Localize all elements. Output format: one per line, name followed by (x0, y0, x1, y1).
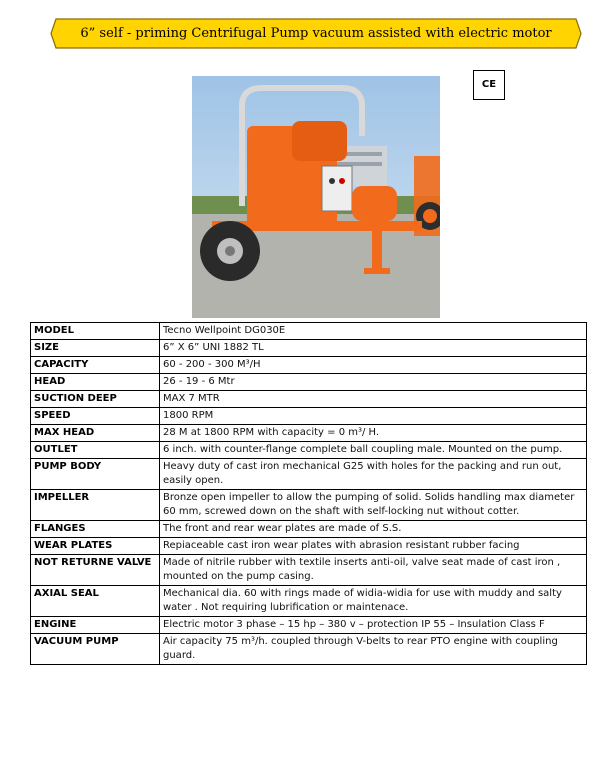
spec-value: Electric motor 3 phase – 15 hp – 380 v – protection IP 55 – Insulation Class F (160, 617, 587, 634)
spec-value: Tecno Wellpoint DG030E (160, 323, 587, 340)
spec-label: SUCTION DEEP (31, 391, 160, 408)
spec-value: 6” X 6” UNI 1882 TL (160, 340, 587, 357)
spec-row (31, 634, 587, 665)
spec-row (31, 391, 587, 408)
spec-row (31, 617, 587, 634)
page-title: 6” self - priming Centrifugal Pump vacuum assisted with electric motor (80, 26, 552, 41)
spec-row (31, 490, 587, 521)
spec-row (31, 374, 587, 391)
spec-label: FLANGES (31, 521, 160, 538)
spec-label: SIZE (31, 340, 160, 357)
spec-label: SPEED (31, 408, 160, 425)
spec-label: AXIAL SEAL (31, 586, 160, 617)
spec-table (30, 322, 587, 665)
spec-label: CAPACITY (31, 357, 160, 374)
spec-row (31, 425, 587, 442)
spec-label: IMPELLER (31, 490, 160, 521)
spec-value: 26 - 19 - 6 Mtr (160, 374, 587, 391)
spec-label: VACUUM PUMP (31, 634, 160, 665)
spec-row (31, 521, 587, 538)
spec-label: PUMP BODY (31, 459, 160, 490)
spec-row (31, 555, 587, 586)
pump-photo (192, 76, 440, 318)
ce-mark: CE (473, 70, 505, 100)
spec-row (31, 323, 587, 340)
title-banner (50, 18, 582, 49)
spec-label: MAX HEAD (31, 425, 160, 442)
spec-value: 6 inch. with counter-flange complete ball coupling male. Mounted on the pump. (160, 442, 587, 459)
spec-row (31, 538, 587, 555)
spec-value: 60 - 200 - 300 M³/H (160, 357, 587, 374)
spec-value: Air capacity 75 m³/h. coupled through V-belts to rear PTO engine with coupling guard. (160, 634, 587, 665)
spec-label: OUTLET (31, 442, 160, 459)
spec-row (31, 459, 587, 490)
spec-label: WEAR PLATES (31, 538, 160, 555)
spec-value: Bronze open impeller to allow the pumping of solid. Solids handling max diameter 60 mm, screwed down on the shaft with self-locking nut without cotter. (160, 490, 587, 521)
spec-value: Heavy duty of cast iron mechanical G25 with holes for the packing and run out, easily open. (160, 459, 587, 490)
spec-row (31, 340, 587, 357)
spec-label: HEAD (31, 374, 160, 391)
spec-label: NOT RETURNE VALVE (31, 555, 160, 586)
spec-value: 1800 RPM (160, 408, 587, 425)
spec-row (31, 586, 587, 617)
spec-value: 28 M at 1800 RPM with capacity = 0 m³/ H. (160, 425, 587, 442)
spec-label: MODEL (31, 323, 160, 340)
spec-row (31, 442, 587, 459)
spec-value: Made of nitrile rubber with textile inserts anti-oil, valve seat made of cast iron , mounted on the pump casing. (160, 555, 587, 586)
spec-row (31, 357, 587, 374)
spec-value: The front and rear wear plates are made of S.S. (160, 521, 587, 538)
spec-value: MAX 7 MTR (160, 391, 587, 408)
spec-label: ENGINE (31, 617, 160, 634)
spec-value: Repiaceable cast iron wear plates with abrasion resistant rubber facing (160, 538, 587, 555)
spec-value: Mechanical dia. 60 with rings made of widia-widia for use with muddy and salty water . Not requiring lubrification or maintenace. (160, 586, 587, 617)
spec-row (31, 408, 587, 425)
